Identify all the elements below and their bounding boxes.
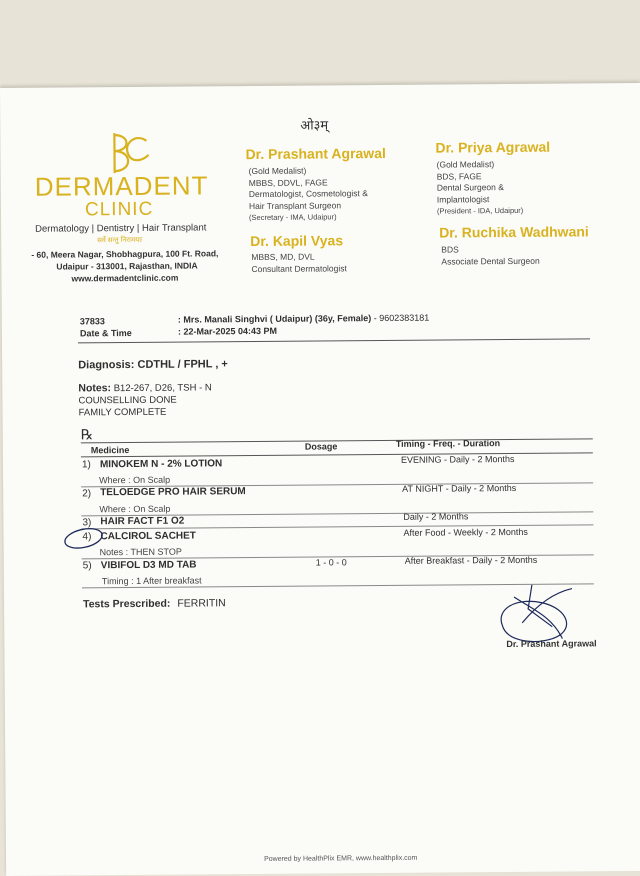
header-medicine: Medicine — [90, 444, 130, 456]
doctor-detail: (Gold Medalist) — [248, 165, 307, 177]
clinic-website: www.dermadentclinic.com — [71, 272, 179, 284]
om-symbol: ओ३म् — [300, 117, 329, 133]
clinic-tagline: Dermatology | Dentistry | Hair Transplant — [35, 222, 207, 235]
diagnosis-value: CDTHL / FPHL , + — [137, 358, 228, 371]
rx-symbol: ℞ — [80, 426, 94, 443]
diagnosis-label: Diagnosis: — [78, 358, 135, 372]
tests-prescribed — [83, 597, 226, 610]
doctor-ruchika-details — [441, 244, 539, 268]
doctor-detail: Hair Transplant Surgeon — [248, 199, 342, 211]
doctor-priya-details — [437, 159, 524, 217]
patient-id: 37833 — [79, 316, 105, 327]
clinic-address-line2: Udaipur - 313001, Rajasthan, INDIA — [56, 260, 198, 272]
row-number: 4) — [82, 531, 92, 543]
medicine-note: Where : On Scalp — [99, 503, 171, 515]
diagnosis — [78, 358, 228, 371]
medicine-name: CALCIROL SACHET — [100, 530, 196, 543]
row-number: 5) — [82, 560, 92, 572]
notes-line1: B12-267, D26, TSH - N — [113, 382, 212, 395]
pen-circle-mark — [61, 523, 105, 553]
visit-datetime: : 22-Mar-2025 04:43 PM — [177, 325, 278, 337]
doctor-ruchika-name: Dr. Ruchika Wadhwani — [439, 223, 589, 241]
tests-label: Tests Prescribed: — [83, 597, 171, 611]
doctor-detail: Dermatologist, Cosmetologist & — [248, 188, 368, 200]
header-dosage: Dosage — [304, 441, 338, 452]
table-header-border — [81, 452, 593, 457]
medicine-timing: After Food - Weekly - 2 Months — [403, 526, 528, 538]
header-timing: Timing - Freq. - Duration — [395, 438, 501, 449]
divider — [78, 338, 590, 343]
doctor-detail: (Gold Medalist) — [436, 159, 495, 170]
doctor-detail: (President - IDA, Udaipur) — [436, 205, 524, 216]
doctor-detail: Dental Surgeon & — [436, 182, 504, 193]
doctor-detail: MBBS, DDVL, FAGE — [248, 176, 328, 188]
prescription-paper — [0, 83, 640, 876]
doctor-detail: (Secretary - IMA, Udaipur) — [248, 212, 337, 223]
patient-info-line — [178, 313, 430, 325]
medicine-name: VIBIFOL D3 MD TAB — [100, 559, 197, 572]
doctor-detail: BDS, FAGE — [436, 170, 482, 182]
row-number: 3) — [82, 517, 92, 529]
medicine-note: Where : On Scalp — [99, 474, 171, 486]
medicine-note: Timing : 1 After breakfast — [101, 575, 202, 587]
medicine-name: HAIR FACT F1 O2 — [100, 515, 185, 528]
medicine-name: TELOEDGE PRO HAIR SERUM — [100, 486, 246, 499]
date-time-label: Date & Time — [79, 327, 132, 339]
notes-line2: COUNSELLING DONE — [78, 394, 177, 407]
doctor-prashant-details — [249, 165, 368, 223]
doctor-detail: Implantologist — [436, 193, 490, 205]
doctor-kapil-name: Dr. Kapil Vyas — [250, 232, 344, 250]
signature-name: Dr. Prashant Agrawal — [506, 638, 597, 650]
medicine-dosage: 1 - 0 - 0 — [315, 557, 347, 568]
doctor-prashant-name: Dr. Prashant Agrawal — [245, 144, 386, 163]
medicine-timing: EVENING - Daily - 2 Months — [400, 453, 515, 465]
medicine-timing: After Breakfast - Daily - 2 Months — [404, 554, 538, 566]
notes-label: Notes: — [78, 382, 112, 395]
tests-value: FERRITIN — [177, 597, 226, 610]
doctor-detail: Associate Dental Surgeon — [441, 255, 540, 267]
doctor-detail: MBBS, MD, DVL — [251, 251, 315, 263]
medicine-name: MINOKEM N - 2% LOTION — [99, 458, 223, 471]
patient-phone: - 9602383181 — [373, 312, 430, 324]
clinic-name-line2: CLINIC — [84, 198, 154, 221]
doctor-kapil-details — [251, 251, 347, 275]
doctor-priya-name: Dr. Priya Agrawal — [435, 138, 551, 156]
clinic-address-line1: - 60, Meera Nagar, Shobhagpura, 100 Ft. Road, — [31, 248, 219, 260]
clinic-tagline-hindi: सर्वे सन्तु निरामयाः — [97, 236, 143, 245]
medicine-note: Notes : THEN STOP — [99, 546, 182, 558]
medicine-timing: AT NIGHT - Daily - 2 Months — [402, 482, 517, 494]
row-number: 2) — [82, 488, 92, 500]
notes-line3: FAMILY COMPLETE — [78, 406, 167, 419]
doctor-detail: Consultant Dermatologist — [251, 262, 347, 274]
notes — [78, 381, 212, 419]
clinic-name-line1: DERMADENT — [34, 170, 209, 202]
medicine-timing: Daily - 2 Months — [403, 511, 469, 522]
footer-powered-by: Powered by HealthPlix EMR, www.healthplix.com — [264, 854, 418, 863]
row-number: 1) — [81, 459, 91, 471]
patient-info: : Mrs. Manali Singhvi ( Udaipur) (36y, Female) — [177, 313, 372, 325]
doctor-detail: BDS — [441, 244, 459, 255]
